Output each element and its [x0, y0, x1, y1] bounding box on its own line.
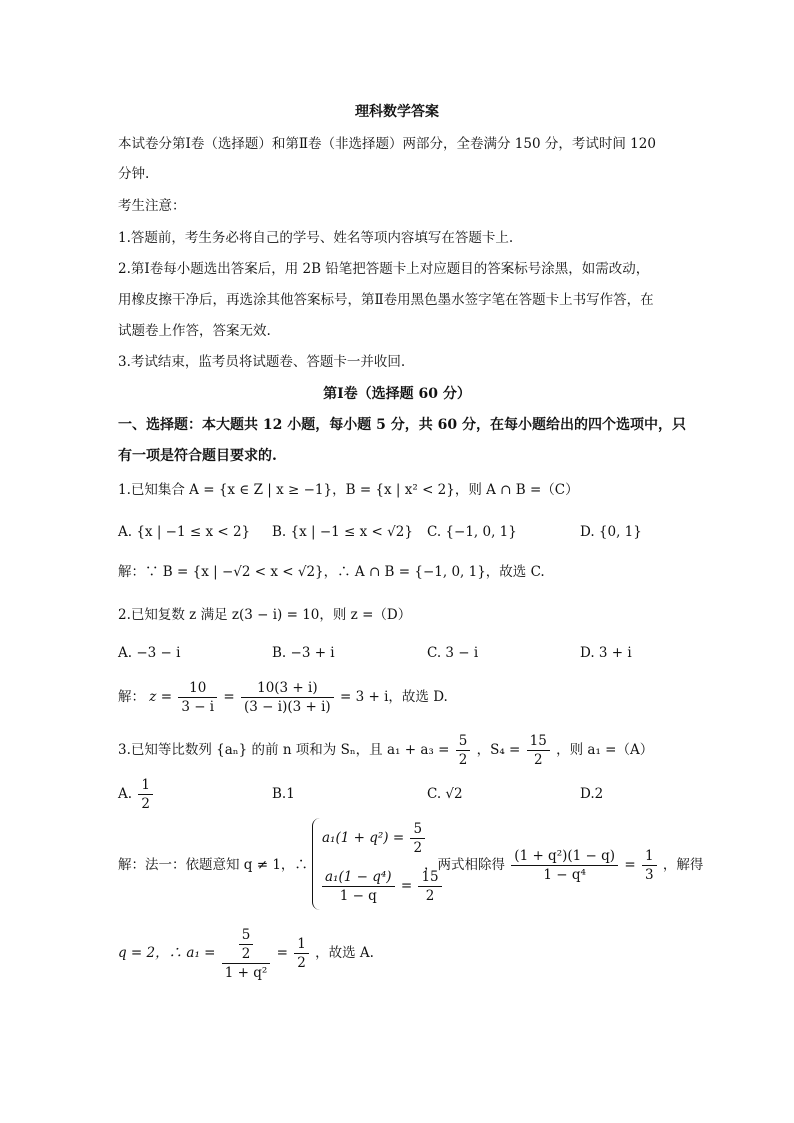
q1-stem: 1.已知集合 A = {x ∈ Z | x ≥ −1}，B = {x | x² < 2}，则 A ∩ B =（C）	[118, 482, 579, 498]
part1-heading-a: 一、选择题：本大题共 12 小题，每小题 5 分，共 60 分，在每小题给出的四个选项中，只	[118, 417, 686, 433]
q3-option-c: C. √2	[427, 786, 463, 802]
q3-system-row-1-left: a₁(1 + q²) =	[322, 830, 405, 846]
q2-solution-prefix: 解：	[118, 689, 145, 705]
q3-final-rnum: 1	[294, 935, 309, 954]
q2-solution-z: z =	[149, 689, 173, 705]
q1-solution: 解：∵ B = {x | −√2 < x < √2}，∴ A ∩ B = {−1, 0, 1}，故选 C.	[118, 564, 545, 580]
q3-option-a-num: 1	[138, 776, 153, 795]
q2-equals: =	[223, 689, 235, 705]
q3-final-pre: q = 2，∴ a₁ =	[118, 945, 216, 961]
q2-solution-tail: = 3 + i，故选 D.	[340, 689, 448, 705]
q3-division-eq: =	[624, 857, 636, 873]
part1-heading-b: 有一项是符合题目要求的.	[118, 448, 277, 464]
note-1: 1.答题前，考生务必将自己的学号、姓名等项内容填写在答题卡上.	[118, 230, 514, 246]
q3-final-inner-num: 5	[239, 926, 254, 945]
q3-fraction-b-num: 15	[527, 732, 550, 751]
q2-option-b: B. −3 + i	[272, 645, 335, 661]
q3-fraction-a-num: 5	[456, 732, 471, 751]
q3-stem-pre: 3.已知等比数列 {aₙ} 的前 n 项和为 Sₙ，且 a₁ + a₃ =	[118, 742, 450, 758]
q3-division-den: 1 − q⁴	[543, 867, 586, 883]
q3-fraction-a	[456, 732, 471, 769]
q3-system-row-1-num: 5	[410, 820, 425, 839]
q2-option-a: A. −3 − i	[118, 645, 181, 661]
q2-fraction-2-num: 10(3 + i)	[241, 679, 334, 698]
q3-division-num: (1 + q²)(1 − q)	[511, 847, 618, 866]
q3-stem	[118, 730, 653, 770]
q3-final-result	[294, 935, 309, 972]
q3-final-inner-den: 2	[241, 945, 251, 962]
q1-option-c: C. {−1, 0, 1}	[427, 524, 517, 540]
q3-final-fraction	[222, 926, 271, 982]
q2-stem: 2.已知复数 z 满足 z(3 − i) = 10，则 z =（D）	[118, 607, 412, 623]
q3-division-fraction	[511, 847, 618, 884]
q3-final-tail: ，故选 A.	[315, 945, 374, 961]
q1-option-a: A. {x | −1 ≤ x < 2}	[118, 524, 251, 540]
q2-fraction-1-den: 3 − i	[181, 699, 215, 715]
note-3: 3.考试结束，监考员将试题卷、答题卡一并收回.	[118, 354, 406, 370]
q3-system-row-2-num: a₁(1 − q⁴)	[322, 868, 395, 887]
q3-fraction-b	[527, 732, 550, 769]
q3-solution-text-3: ，解得	[662, 857, 704, 873]
page-title: 理科数学答案	[355, 104, 439, 120]
intro-line-2: 分钟.	[118, 166, 150, 182]
q3-option-b: B.1	[272, 786, 295, 802]
q3-system-row-2-rnum: 15	[418, 868, 441, 887]
q2-fraction-1-num: 10	[178, 679, 217, 698]
q1-option-b: B. {x | −1 ≤ x < √2}	[272, 524, 413, 540]
q3-system-row-2-left	[322, 868, 395, 905]
q3-division-rden: 3	[644, 867, 654, 883]
notice-heading: 考生注意：	[118, 198, 186, 214]
q2-fraction-1	[178, 679, 217, 716]
q3-fraction-b-den: 2	[533, 752, 543, 768]
q3-system-row-2-rden: 2	[425, 888, 435, 904]
q3-option-a	[118, 774, 155, 814]
note-2c: 试题卷上作答，答案无效.	[118, 323, 271, 339]
q3-option-a-fraction	[138, 776, 153, 813]
q3-system-row-1-den: 2	[413, 840, 423, 856]
q1-option-d: D. {0, 1}	[580, 524, 642, 540]
section-title: 第Ⅰ卷（选择题 60 分）	[323, 386, 471, 402]
q3-solution-division	[424, 845, 703, 885]
q3-final-line	[118, 918, 374, 988]
note-2b: 用橡皮擦干净后，再选涂其他答案标号，第Ⅱ卷用黑色墨水签字笔在答题卡上书写作答，在	[118, 292, 654, 308]
q3-solution-start: 解：法一：依题意知 q ≠ 1，∴	[118, 857, 308, 873]
q2-option-c: C. 3 − i	[427, 645, 479, 661]
q3-system-row-1	[322, 818, 427, 858]
q3-final-rden: 2	[297, 955, 306, 971]
q3-system-row-2-den: 1 − q	[339, 888, 377, 904]
note-2a: 2.第Ⅰ卷每小题选出答案后，用 2B 铅笔把答题卡上对应题目的答案标号涂黑，如需改动，	[118, 261, 650, 277]
q3-division-rnum: 1	[642, 847, 657, 866]
q3-fraction-a-den: 2	[458, 752, 468, 768]
q3-final-den: 1 + q²	[224, 964, 268, 981]
q3-final-numerator	[222, 926, 271, 964]
intro-line-1: 本试卷分第Ⅰ卷（选择题）和第Ⅱ卷（非选择题）两部分，全卷满分 150 分，考试时间 120	[118, 136, 656, 152]
q2-solution	[118, 677, 448, 717]
q3-option-a-label: A.	[118, 786, 133, 802]
q3-system-row-2-eq: =	[400, 878, 413, 894]
q3-stem-post: ，则 a₁ =（A）	[556, 742, 654, 758]
q2-option-d: D. 3 + i	[580, 645, 632, 661]
q3-division-result	[642, 847, 657, 884]
q3-stem-mid: ，S₄ =	[476, 742, 521, 758]
q3-option-d: D.2	[580, 786, 604, 802]
q3-system-row-1-fraction	[410, 820, 425, 857]
q2-fraction-2	[241, 679, 334, 716]
q2-fraction-2-den: (3 − i)(3 + i)	[244, 699, 331, 715]
q3-final-inner-fraction	[239, 926, 254, 963]
q3-option-a-den: 2	[141, 796, 150, 812]
q3-final-eq: =	[276, 945, 288, 961]
q3-solution-text-2: ，两式相除得	[424, 857, 505, 873]
